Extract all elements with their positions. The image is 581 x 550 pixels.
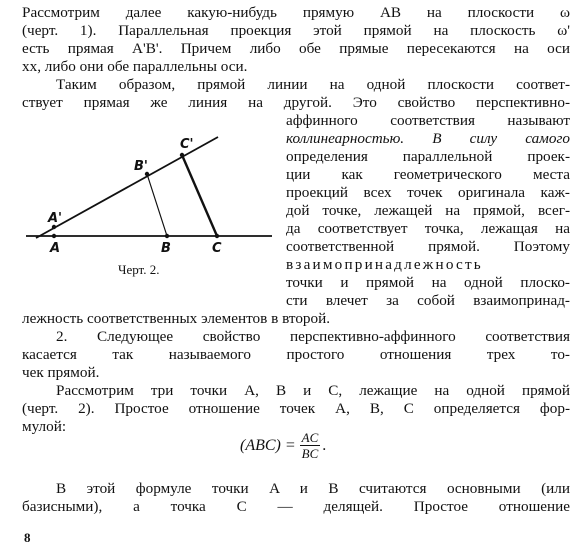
label-a-prime: A' xyxy=(48,211,63,226)
para1-line2: (черт. 1). Параллельная проекция этой прямой на плоскость ω' xyxy=(22,22,570,39)
formula-fraction xyxy=(300,430,321,461)
para5-line1: В этой формуле точки A и B считаются основными (или xyxy=(56,480,570,497)
point-c-prime xyxy=(180,153,184,157)
para1-line3: есть прямая A'B'. Причем либо обе прямые пересекаются на оси xyxy=(22,40,570,57)
para2-right-4: ции как геометрического места xyxy=(286,166,570,183)
para2-right-7: да соответствует точка, лежащая на xyxy=(286,220,570,237)
point-a xyxy=(52,234,56,238)
para2-line1: Таким образом, прямой линии на одной плоскости соответ- xyxy=(56,76,570,93)
para3-line1: 2. Следующее свойство перспективно-аффинного соответствия xyxy=(56,328,570,345)
formula xyxy=(240,430,326,461)
label-a: A xyxy=(50,241,61,256)
page-number: 8 xyxy=(24,530,31,545)
formula-end: . xyxy=(322,436,327,454)
label-c: C xyxy=(212,241,222,256)
para2-last-line: лежность соответственных элементов в второй. xyxy=(22,310,331,327)
point-c xyxy=(215,234,219,238)
para2-right-1: аффинного соответствия называют xyxy=(286,112,570,129)
formula-denominator: BC xyxy=(301,446,319,461)
para4-line3: мулой: xyxy=(22,418,67,435)
para4-line1: Рассмотрим три точки A, B и C, лежащие на одной прямой xyxy=(56,382,570,399)
para2-line2: ствует прямая же линия на другой. Это свойство перспективно- xyxy=(22,94,570,111)
label-b: B xyxy=(161,241,171,256)
label-b-prime: B' xyxy=(134,159,148,174)
para5-line2: базисными), а точка C — делящей. Простое отношение xyxy=(22,498,570,515)
para3-line3: чек прямой. xyxy=(22,364,100,381)
point-b xyxy=(165,234,169,238)
projection-b xyxy=(147,174,167,236)
projection-c xyxy=(182,155,217,236)
para2-right-8: соответственной прямой. Поэтому xyxy=(286,238,570,255)
para2-right-3: определения параллельной проек- xyxy=(286,148,570,165)
para1-line4: xx, либо они обе параллельны оси. xyxy=(22,58,248,75)
figure-caption: Черт. 2. xyxy=(118,262,160,277)
para2-right-9: взаимопринадлежность xyxy=(286,256,483,273)
para4-line2: (черт. 2). Простое отношение точек A, B, C определяется фор- xyxy=(22,400,570,417)
label-c-prime: C' xyxy=(180,137,194,152)
para3-line2: касается так называемого простого отношения трех то- xyxy=(22,346,570,363)
para2-right-6: дой точке, лежащей на прямой, всег- xyxy=(286,202,570,219)
para1-line1: Рассмотрим далее какую-нибудь прямую AB на плоскости ω xyxy=(22,4,570,21)
formula-numerator: AC xyxy=(301,430,319,445)
formula-lhs: (ABC) = xyxy=(240,436,296,454)
para2-right-11: сти влечет за собой взаимопринад- xyxy=(286,292,570,309)
image-line xyxy=(36,137,218,238)
para2-right-10: точки и прямой на одной плоско- xyxy=(286,274,570,291)
para2-right-5: проекций всех точек оригинала каж- xyxy=(286,184,570,201)
para2-right-2: коллинеарностью. В силу самого xyxy=(286,130,570,147)
